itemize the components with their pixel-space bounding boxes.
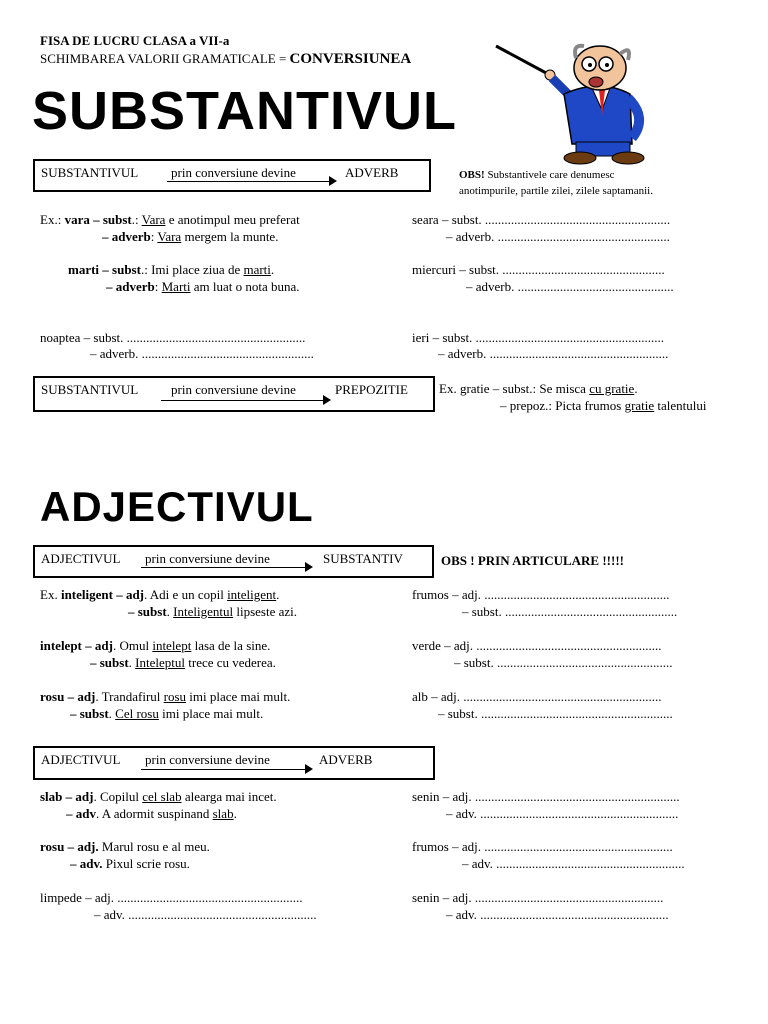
exercise-seara-line2: – adverb. .....................................................	[446, 229, 670, 244]
exercise-ieri-line1: ieri – subst. ..........................................................	[412, 330, 665, 345]
obs-note-1-line2: anotimpurile, partile zilei, zilele saptamanii.	[459, 185, 653, 197]
section-heading-substantivul: SUBSTANTIVUL	[32, 81, 457, 141]
example-intelept-line1: intelept – adj. Omul intelept lasa de la sine.	[40, 638, 271, 653]
arrow-icon	[141, 567, 311, 568]
exercise-frumos-subst-line2: – subst. .....................................................	[462, 604, 678, 619]
exercise-senin-line2: – adv. .............................................................	[446, 806, 679, 821]
example-gratie-line2: – prepoz.: Picta frumos gratie talentului	[500, 398, 707, 413]
exercise-verde-line2: – subst. ......................................................	[454, 655, 673, 670]
arrow-icon	[141, 769, 311, 770]
obs-note-2: OBS ! PRIN ARTICULARE !!!!!	[441, 553, 624, 568]
exercise-miercuri-line2: – adverb. ................................................	[466, 279, 674, 294]
example-slab-line2: – adv. A adormit suspinand slab.	[66, 806, 237, 821]
example-marti-line2: – adverb: Marti am luat o nota buna.	[106, 279, 300, 294]
exercise-verde-line1: verde – adj. .........................................................	[412, 638, 662, 653]
exercise-frumos-adv-line2: – adv. ..........................................................	[462, 856, 685, 871]
exercise-senin2-line2: – adv. ..........................................................	[446, 907, 669, 922]
example-vara-line1: Ex.: vara – subst.: Vara e anotimpul meu preferat	[40, 212, 300, 227]
exercise-frumos-adv-line1: frumos – adj. ..........................................................	[412, 839, 673, 854]
conversion-box-adjectiv-adverb: ADJECTIVUL prin conversiune devine ADVERB	[33, 746, 435, 780]
exercise-noaptea-line2: – adverb. .....................................................	[90, 346, 314, 361]
arrow-icon	[167, 181, 335, 182]
example-inteligent-line2: – subst. Inteligentul lipseste azi.	[128, 604, 298, 619]
example-inteligent-line1: Ex. inteligent – adj. Adi e un copil inteligent.	[40, 587, 280, 602]
section-heading-adjectivul: ADJECTIVUL	[40, 483, 314, 530]
subtitle-bold: CONVERSIUNEA	[289, 51, 412, 67]
exercise-senin2-line1: senin – adj. ..........................................................	[412, 890, 664, 905]
exercise-noaptea-line1: noaptea – subst. .......................................................	[40, 330, 306, 345]
exercise-limpede-line2: – adv. ..........................................................	[94, 907, 317, 922]
example-slab-line1: slab – adj. Copilul cel slab alearga mai incet.	[40, 789, 277, 804]
conversion-box-substantiv-adverb: SUBSTANTIVUL prin conversiune devine ADVERB	[33, 159, 431, 192]
conversion-box-substantiv-prepozitie: SUBSTANTIVUL prin conversiune devine PREPOZITIE	[33, 376, 435, 412]
exercise-ieri-line2: – adverb. .......................................................	[438, 346, 669, 361]
exercise-frumos-subst-line1: frumos – adj. .........................................................	[412, 587, 670, 602]
exercise-miercuri-line1: miercuri – subst. ..................................................	[412, 262, 665, 277]
obs-note-1: OBS! Substantivele care denumesc	[459, 169, 615, 181]
worksheet-subtitle: SCHIMBAREA VALORII GRAMATICALE = CONVERSIUNEA	[40, 51, 412, 67]
example-marti-line1: marti – subst.: Imi place ziua de marti.	[68, 262, 275, 277]
example-gratie-line1: Ex. gratie – subst.: Se misca cu gratie.	[439, 381, 638, 396]
example-rosu-adv-line2: – adv. Pixul scrie rosu.	[70, 856, 190, 871]
conversion-box-adjectiv-substantiv: ADJECTIVUL prin conversiune devine SUBSTANTIV	[33, 545, 434, 578]
exercise-seara-line1: seara – subst. .........................................................	[412, 212, 671, 227]
exercise-alb-line1: alb – adj. .............................................................	[412, 689, 662, 704]
teacher-clipart-icon	[492, 38, 662, 166]
example-rosu-adv-line1: rosu – adj. Marul rosu e al meu.	[40, 839, 210, 854]
example-rosu-adj-line2: – subst. Cel rosu imi place mai mult.	[70, 706, 264, 721]
example-intelept-line2: – subst. Inteleptul trece cu vederea.	[90, 655, 276, 670]
worksheet-title: FISA DE LUCRU CLASA a VII-a	[40, 33, 230, 48]
arrow-icon	[161, 400, 329, 401]
example-vara-line2: – adverb: Vara mergem la munte.	[102, 229, 279, 244]
exercise-limpede-line1: limpede – adj. .........................................................	[40, 890, 303, 905]
exercise-alb-line2: – subst. ...........................................................	[438, 706, 673, 721]
exercise-senin-line1: senin – adj. ...............................................................	[412, 789, 680, 804]
example-rosu-adj-line1: rosu – adj. Trandafirul rosu imi place mai mult.	[40, 689, 291, 704]
